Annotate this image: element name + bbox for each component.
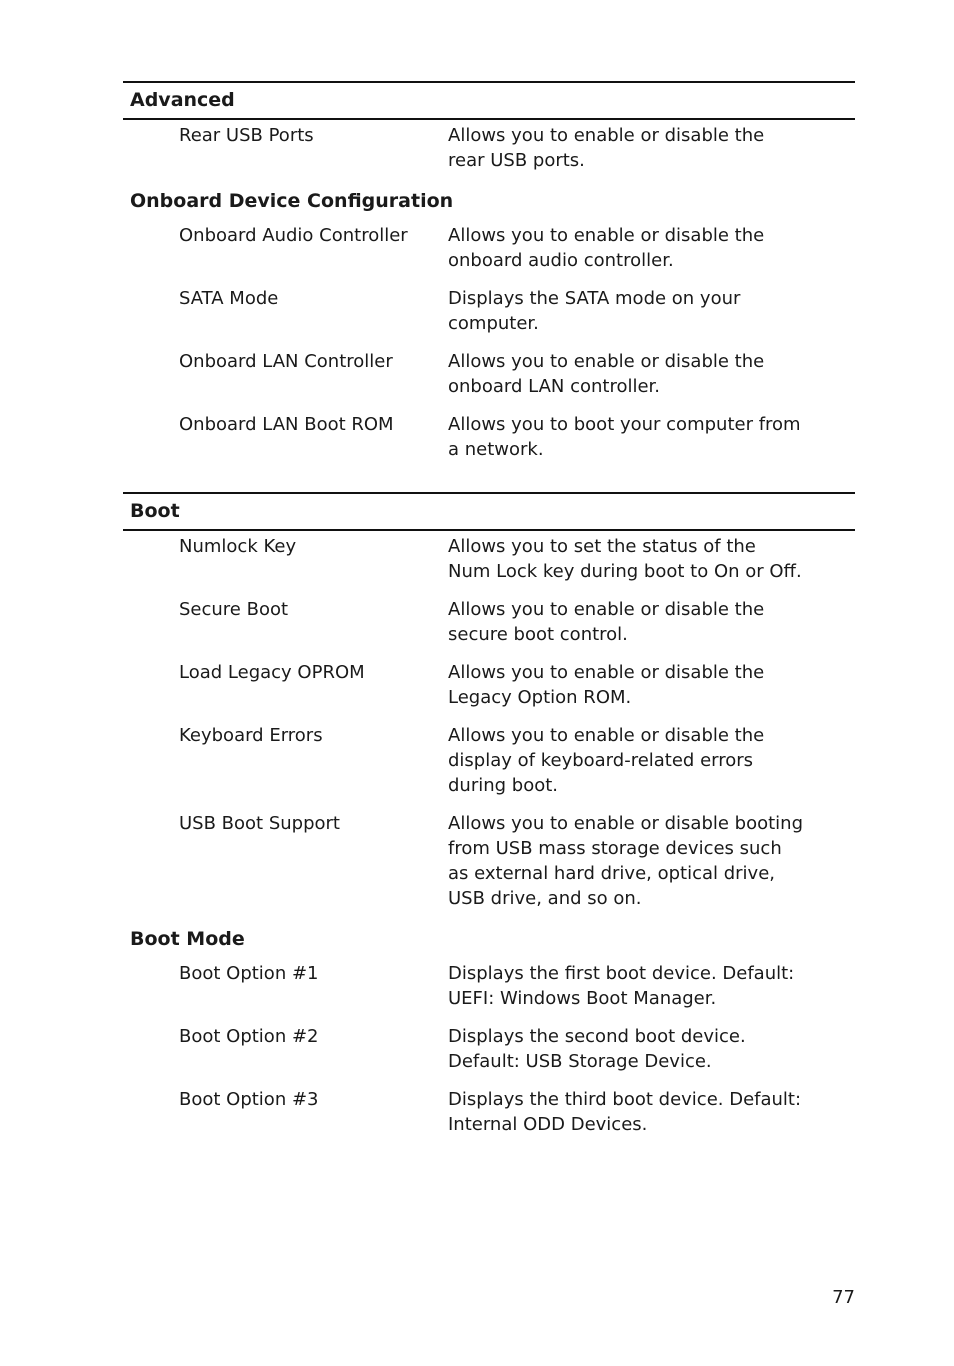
option-description: Allows you to enable or disable booting from USB mass storage devices such as external hard drive, optical drive, USB drive, and so on. — [448, 813, 804, 909]
table-row — [123, 409, 855, 472]
subsection-heading-onboard-device-configuration: Onboard Device Configuration — [130, 190, 454, 212]
table-row — [123, 1084, 855, 1147]
table-row — [123, 531, 855, 594]
option-description: Allows you to enable or disable the display of keyboard-related errors during boot. — [448, 725, 765, 796]
option-name: Onboard LAN Boot ROM — [179, 414, 394, 435]
table-row — [123, 720, 855, 808]
page-number: 77 — [832, 1287, 855, 1308]
option-name: Numlock Key — [179, 536, 297, 557]
option-name: Boot Option #1 — [179, 963, 319, 984]
option-description: Allows you to enable or disable the onboard audio controller. — [448, 225, 765, 271]
option-description: Allows you to enable or disable the secure boot control. — [448, 599, 765, 645]
subsection-heading-boot-mode: Boot Mode — [130, 928, 245, 950]
table-row — [123, 220, 855, 283]
boot-table — [123, 492, 855, 1147]
table-row — [123, 120, 855, 183]
table-row — [123, 958, 855, 1021]
option-name: Boot Option #3 — [179, 1089, 319, 1110]
option-description: Allows you to set the status of the Num Lock key during boot to On or Off. — [448, 536, 802, 582]
option-description: Allows you to enable or disable the rear USB ports. — [448, 125, 765, 171]
table-row — [123, 1021, 855, 1084]
option-description: Displays the SATA mode on your computer. — [448, 288, 741, 334]
option-name: SATA Mode — [179, 288, 279, 309]
option-description: Allows you to enable or disable the onboard LAN controller. — [448, 351, 765, 397]
option-name: Secure Boot — [179, 599, 289, 620]
option-name: Rear USB Ports — [179, 125, 314, 146]
option-description: Displays the third boot device. Default: Internal ODD Devices. — [448, 1089, 802, 1135]
option-description: Allows you to enable or disable the Legacy Option ROM. — [448, 662, 765, 708]
table-row — [123, 594, 855, 657]
option-name: USB Boot Support — [179, 813, 340, 834]
section-heading-advanced: Advanced — [123, 83, 855, 120]
section-gap — [123, 472, 855, 492]
table-row — [123, 346, 855, 409]
option-name: Onboard Audio Controller — [179, 225, 408, 246]
table-row — [123, 283, 855, 346]
table-row — [123, 657, 855, 720]
table-row — [123, 808, 855, 921]
option-name: Keyboard Errors — [179, 725, 323, 746]
option-description: Displays the first boot device. Default: UEFI: Windows Boot Manager. — [448, 963, 795, 1009]
advanced-table — [123, 81, 855, 472]
option-description: Displays the second boot device. Default: USB Storage Device. — [448, 1026, 746, 1072]
section-heading-boot: Boot — [123, 494, 855, 531]
option-name: Onboard LAN Controller — [179, 351, 393, 372]
option-name: Load Legacy OPROM — [179, 662, 365, 683]
document-page — [123, 81, 855, 1147]
option-description: Allows you to boot your computer from a network. — [448, 414, 801, 460]
option-name: Boot Option #2 — [179, 1026, 319, 1047]
